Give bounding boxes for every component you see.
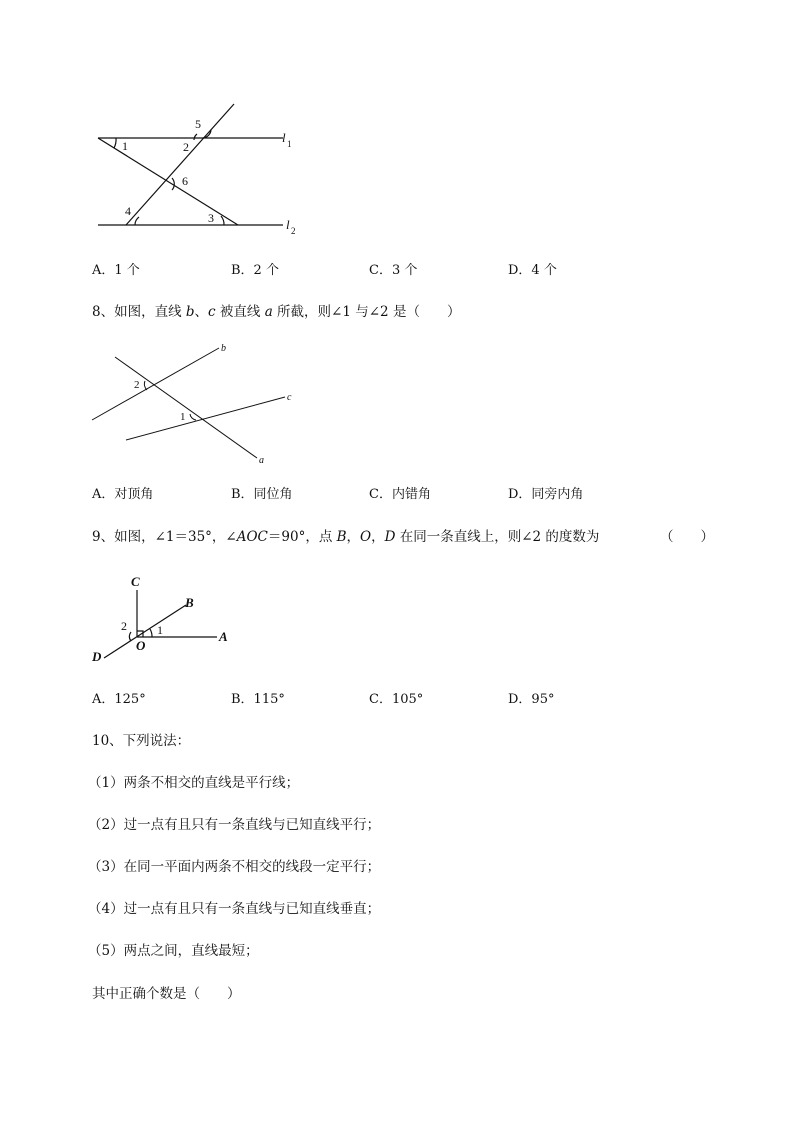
q8-suffix: 所截，则∠1 与∠2 是（ ）	[272, 304, 461, 320]
q8-option-d[interactable]: D．同旁内角	[508, 487, 584, 502]
label-angle-5: 5	[195, 117, 201, 131]
q8-var-c: c	[208, 304, 216, 320]
label-l1-sub: 1	[287, 139, 292, 149]
q10-title: 10、下列说法：	[92, 733, 191, 749]
label-angle-2: 2	[134, 379, 140, 391]
q9-point-d: D	[384, 529, 396, 545]
q9-comma-2: ，	[371, 529, 385, 545]
q9-option-c[interactable]: C．105°	[369, 692, 424, 707]
q7-option-a[interactable]: A．1 个	[92, 263, 140, 278]
q8-sep: 、	[194, 304, 209, 320]
q9-point-b: B	[336, 529, 347, 545]
q10-item-2: （2）过一点有且只有一条直线与已知直线平行；	[88, 817, 381, 833]
label-angle-1: 1	[157, 623, 163, 637]
q8-prefix: 8、如图，直线	[92, 304, 186, 320]
q8-mid: 被直线	[215, 304, 265, 320]
label-l2: l	[286, 217, 290, 232]
label-angle-2: 2	[183, 140, 189, 154]
q9-answer-paren: （ ）	[660, 529, 714, 545]
label-b: b	[221, 343, 226, 354]
label-angle-4: 4	[125, 204, 131, 218]
label-d: D	[92, 649, 102, 664]
q9-suffix: 在同一条直线上，则∠2 的度数为	[395, 529, 600, 545]
q9-option-a[interactable]: A．125°	[92, 692, 146, 707]
arc-angle-2	[129, 632, 131, 641]
q10-question: 其中正确个数是（ ）	[92, 986, 241, 1002]
q10-item-3: （3）在同一平面内两条不相交的线段一定平行；	[88, 859, 381, 875]
label-o: O	[136, 638, 146, 653]
label-angle-3: 3	[208, 211, 214, 225]
q9-comma-1: ，	[346, 529, 361, 545]
label-a: A	[219, 629, 228, 644]
q9-prefix: 9、如图，∠1＝35°，∠	[92, 529, 237, 545]
q9-point-o: O	[360, 529, 372, 545]
arc-angle-1	[150, 629, 152, 637]
q8-var-a: a	[264, 304, 273, 320]
label-angle-1: 1	[180, 411, 186, 423]
q10-item-1: （1）两条不相交的直线是平行线；	[88, 775, 300, 791]
q7-option-c[interactable]: C．3 个	[369, 263, 418, 278]
q10-item-5: （5）两点之间，直线最短；	[88, 943, 259, 959]
q8-option-b[interactable]: B．同位角	[231, 487, 293, 502]
label-angle-1: 1	[122, 139, 128, 153]
label-a: a	[259, 455, 264, 466]
label-c: c	[287, 392, 292, 403]
label-l1: l	[282, 130, 286, 145]
q8-var-b: b	[185, 304, 195, 320]
q10-item-4: （4）过一点有且只有一条直线与已知直线垂直；	[88, 901, 381, 917]
label-c: C	[131, 574, 140, 589]
label-b: B	[185, 595, 194, 610]
q8-option-c[interactable]: C．内错角	[369, 487, 431, 502]
label-l2-sub: 2	[291, 226, 296, 236]
q9-aoc: AOC	[236, 529, 268, 545]
q9-mid: ＝90°，点	[267, 529, 337, 545]
q8-option-a[interactable]: A．对顶角	[92, 487, 154, 502]
q7-option-d[interactable]: D．4 个	[508, 263, 557, 278]
label-angle-2: 2	[121, 619, 127, 633]
q7-option-b[interactable]: B．2 个	[231, 263, 279, 278]
label-angle-6: 6	[182, 174, 188, 188]
q9-option-d[interactable]: D．95°	[508, 692, 555, 707]
q9-option-b[interactable]: B．115°	[231, 692, 285, 707]
